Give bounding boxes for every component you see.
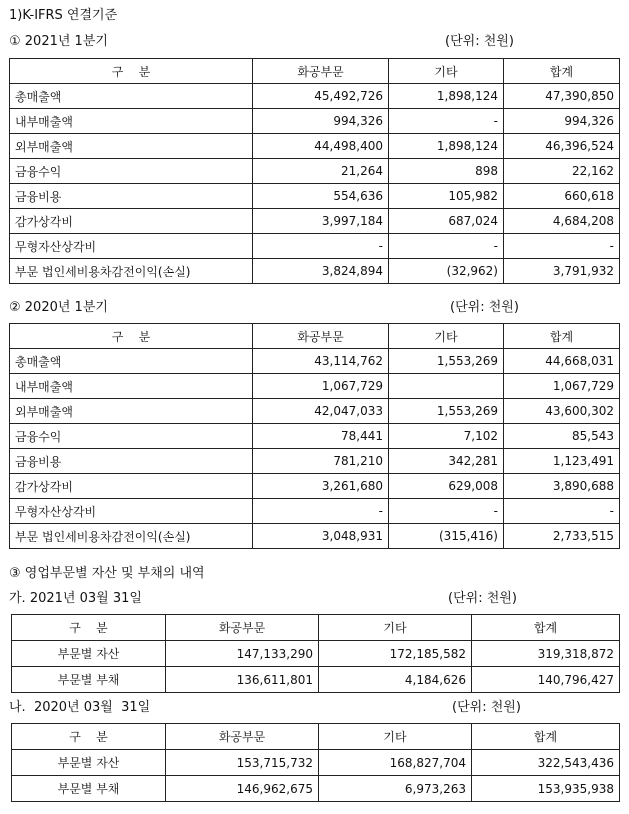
cell-total: 46,396,524: [504, 134, 620, 159]
table-row: [12, 641, 620, 667]
cell-total: 140,796,427: [472, 667, 620, 693]
cell-other: 1,898,124: [389, 84, 504, 109]
cell-total: -: [504, 499, 620, 524]
cell-total: -: [504, 234, 620, 259]
col-header-chemical: 화공부문: [166, 615, 319, 641]
col-header-total: 합계: [504, 59, 620, 84]
cell-chemical: 43,114,762: [253, 349, 389, 374]
cell-other: 1,898,124: [389, 134, 504, 159]
cell-other: (315,416): [389, 524, 504, 549]
col-header-category: 구 분: [12, 724, 166, 750]
table-row: [10, 84, 620, 109]
cell-other: 172,185,582: [319, 641, 472, 667]
cell-other: 687,024: [389, 209, 504, 234]
cell-total: 319,318,872: [472, 641, 620, 667]
col-header-total: 합계: [472, 724, 620, 750]
table3b-header-row: [12, 724, 620, 750]
cell-total: 2,733,515: [504, 524, 620, 549]
cell-total: 322,543,436: [472, 750, 620, 776]
cell-total: 4,684,208: [504, 209, 620, 234]
row-label: 무형자산상각비: [10, 234, 253, 259]
table3a-unit-label: (단위: 천원): [448, 591, 517, 606]
table-row: [10, 234, 620, 259]
section3-caption: ③ 영업부문별 자산 및 부채의 내역: [9, 566, 205, 581]
table-row: [10, 499, 620, 524]
cell-other: [389, 374, 504, 399]
col-header-other: 기타: [319, 724, 472, 750]
col-header-total: 합계: [472, 615, 620, 641]
table1-segment-2021q1: [9, 58, 620, 284]
col-header-chemical: 화공부문: [253, 324, 389, 349]
row-label: 부문별 부채: [12, 776, 166, 802]
cell-other: -: [389, 499, 504, 524]
cell-other: 1,553,269: [389, 399, 504, 424]
row-label: 부문별 자산: [12, 750, 166, 776]
row-label: 총매출액: [10, 349, 253, 374]
cell-chemical: 42,047,033: [253, 399, 389, 424]
col-header-chemical: 화공부문: [166, 724, 319, 750]
table-row: [10, 209, 620, 234]
cell-total: 1,067,729: [504, 374, 620, 399]
row-label: 부문별 부채: [12, 667, 166, 693]
cell-other: 168,827,704: [319, 750, 472, 776]
table-row: [12, 750, 620, 776]
cell-chemical: 3,261,680: [253, 474, 389, 499]
cell-other: 6,973,263: [319, 776, 472, 802]
cell-total: 1,123,491: [504, 449, 620, 474]
row-label: 금융비용: [10, 184, 253, 209]
cell-total: 47,390,850: [504, 84, 620, 109]
cell-total: 153,935,938: [472, 776, 620, 802]
col-header-category: 구 분: [10, 59, 253, 84]
cell-chemical: 554,636: [253, 184, 389, 209]
row-label: 감가상각비: [10, 474, 253, 499]
table-row: [10, 424, 620, 449]
table-row: [10, 524, 620, 549]
table2-segment-2020q1: [9, 323, 620, 549]
cell-total: 660,618: [504, 184, 620, 209]
document-heading: 1)K-IFRS 연결기준: [9, 8, 118, 23]
table3b-caption: 나. 2020년 03월 31일: [9, 700, 151, 715]
row-label: 감가상각비: [10, 209, 253, 234]
row-label: 내부매출액: [10, 109, 253, 134]
cell-chemical: 136,611,801: [166, 667, 319, 693]
cell-chemical: 153,715,732: [166, 750, 319, 776]
table3a-caption: 가. 2021년 03월 31일: [9, 591, 142, 606]
table2-header-row: [10, 324, 620, 349]
cell-chemical: 147,133,290: [166, 641, 319, 667]
cell-total: 3,890,688: [504, 474, 620, 499]
cell-chemical: 3,048,931: [253, 524, 389, 549]
cell-chemical: 994,326: [253, 109, 389, 134]
cell-total: 43,600,302: [504, 399, 620, 424]
cell-other: 342,281: [389, 449, 504, 474]
cell-chemical: 78,441: [253, 424, 389, 449]
cell-total: 85,543: [504, 424, 620, 449]
row-label: 금융비용: [10, 449, 253, 474]
row-label: 총매출액: [10, 84, 253, 109]
table3b-unit-label: (단위: 천원): [452, 700, 521, 715]
table1-unit-label: (단위: 천원): [445, 34, 514, 49]
table2-caption: ② 2020년 1분기: [9, 300, 108, 315]
cell-other: 7,102: [389, 424, 504, 449]
cell-other: -: [389, 234, 504, 259]
row-label: 부문 법인세비용차감전이익(손실): [10, 259, 253, 284]
cell-chemical: 781,210: [253, 449, 389, 474]
table-row: [10, 399, 620, 424]
table1-header-row: [10, 59, 620, 84]
col-header-other: 기타: [389, 59, 504, 84]
col-header-other: 기타: [319, 615, 472, 641]
cell-other: 4,184,626: [319, 667, 472, 693]
cell-chemical: 3,824,894: [253, 259, 389, 284]
cell-total: 44,668,031: [504, 349, 620, 374]
col-header-chemical: 화공부문: [253, 59, 389, 84]
table1-caption: ① 2021년 1분기: [9, 34, 108, 49]
cell-other: 898: [389, 159, 504, 184]
cell-chemical: 146,962,675: [166, 776, 319, 802]
col-header-other: 기타: [389, 324, 504, 349]
cell-other: 1,553,269: [389, 349, 504, 374]
cell-total: 3,791,932: [504, 259, 620, 284]
cell-total: 994,326: [504, 109, 620, 134]
table-row: [10, 349, 620, 374]
cell-chemical: 1,067,729: [253, 374, 389, 399]
table-row: [10, 184, 620, 209]
table3b-assets-liabilities-2020: [11, 723, 620, 802]
cell-chemical: -: [253, 234, 389, 259]
table3a-assets-liabilities-2021: [11, 614, 620, 693]
cell-other: 629,008: [389, 474, 504, 499]
row-label: 금융수익: [10, 424, 253, 449]
row-label: 무형자산상각비: [10, 499, 253, 524]
table-row: [10, 259, 620, 284]
cell-chemical: -: [253, 499, 389, 524]
row-label: 내부매출액: [10, 374, 253, 399]
row-label: 금융수익: [10, 159, 253, 184]
cell-total: 22,162: [504, 159, 620, 184]
cell-chemical: 3,997,184: [253, 209, 389, 234]
table2-unit-label: (단위: 천원): [450, 300, 519, 315]
table-row: [12, 667, 620, 693]
table-row: [10, 134, 620, 159]
table3a-header-row: [12, 615, 620, 641]
row-label: 외부매출액: [10, 399, 253, 424]
table-row: [12, 776, 620, 802]
cell-chemical: 21,264: [253, 159, 389, 184]
row-label: 부문별 자산: [12, 641, 166, 667]
cell-chemical: 45,492,726: [253, 84, 389, 109]
table-row: [10, 474, 620, 499]
cell-other: (32,962): [389, 259, 504, 284]
col-header-category: 구 분: [12, 615, 166, 641]
cell-chemical: 44,498,400: [253, 134, 389, 159]
cell-other: -: [389, 109, 504, 134]
col-header-total: 합계: [504, 324, 620, 349]
cell-other: 105,982: [389, 184, 504, 209]
table-row: [10, 374, 620, 399]
table-row: [10, 159, 620, 184]
row-label: 부문 법인세비용차감전이익(손실): [10, 524, 253, 549]
table-row: [10, 449, 620, 474]
table-row: [10, 109, 620, 134]
row-label: 외부매출액: [10, 134, 253, 159]
col-header-category: 구 분: [10, 324, 253, 349]
